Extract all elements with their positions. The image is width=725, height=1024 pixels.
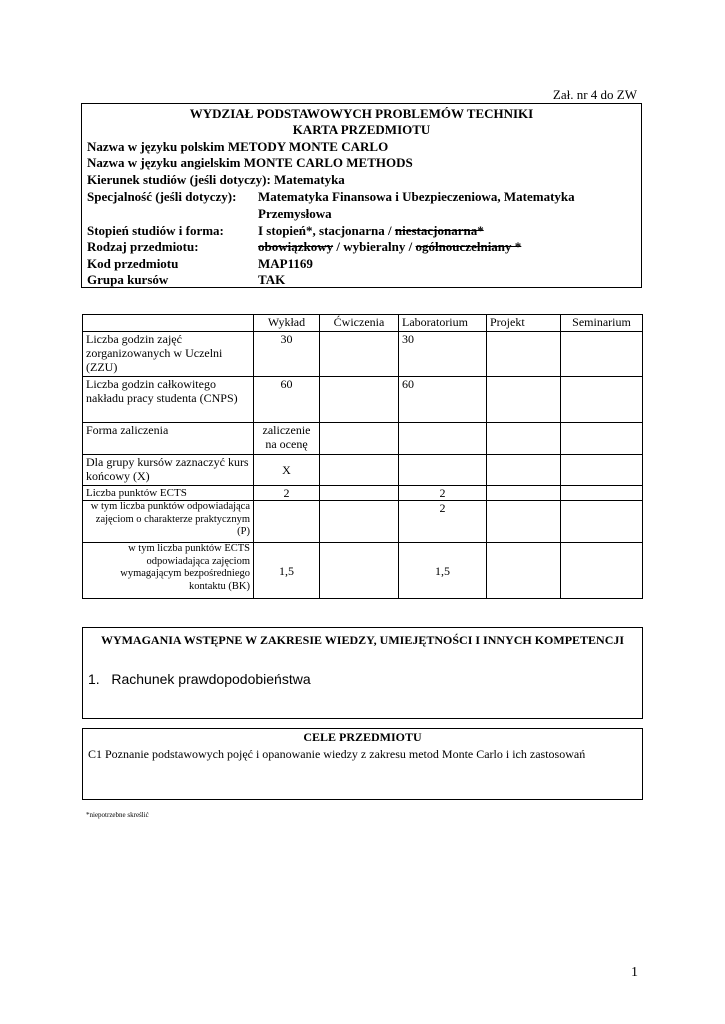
course-group-value: TAK [258, 272, 286, 287]
table-cell [487, 543, 561, 599]
requirement-number: 1. [88, 671, 100, 687]
table-row [83, 486, 643, 501]
attachment-note: Zał. nr 4 do ZW [552, 87, 637, 102]
goals-title: CELE PRZEDMIOTU [303, 730, 422, 744]
table-cell: 30 [399, 332, 487, 377]
table-cell [561, 332, 643, 377]
table-cell [399, 423, 487, 455]
table-cell: zaliczenie na ocenę [254, 423, 320, 455]
table-cell [487, 455, 561, 486]
table-row [83, 543, 643, 599]
table-cell [487, 423, 561, 455]
course-name-pl: Nazwa w języku polskim METODY MONTE CARLO [87, 139, 389, 154]
requirements-box [82, 627, 643, 719]
course-code-label: Kod przedmiotu [87, 256, 179, 271]
row-label: Liczba punktów ECTS [83, 486, 254, 501]
requirements-title: WYMAGANIA WSTĘPNE W ZAKRESIE WIEDZY, UMIEJĘTNOŚCI I INNYCH KOMPETENCJI [100, 633, 625, 647]
table-cell [399, 455, 487, 486]
level-value [258, 223, 484, 239]
table-cell [561, 377, 643, 423]
hours-table [82, 314, 643, 599]
table-cell: 60 [254, 377, 320, 423]
table-row [83, 501, 643, 543]
course-type-value [258, 239, 521, 255]
table-cell [320, 543, 399, 599]
table-cell: X [254, 455, 320, 486]
table-row [83, 332, 643, 377]
table-row [83, 377, 643, 423]
col-header: Laboratorium [399, 315, 487, 332]
table-cell [254, 501, 320, 543]
row-label: w tym liczba punktów odpowiadająca zajęciom o charakterze praktycznym (P) [83, 501, 254, 543]
specialization-value-line1: Matematyka Finansowa i Ubezpieczeniowa, Matematyka [258, 189, 575, 204]
row-label: Forma zaliczenia [83, 423, 254, 455]
type-value-text: / wybieralny / [333, 239, 416, 254]
level-value-text: I stopień*, stacjonarna / [258, 223, 395, 238]
footnote: *niepotrzebne skreślić [86, 811, 149, 819]
table-cell [320, 377, 399, 423]
course-header-box [81, 103, 642, 288]
table-cell: 2 [399, 501, 487, 543]
table-cell: 1,5 [254, 543, 320, 599]
table-cell: 30 [254, 332, 320, 377]
table-cell [561, 455, 643, 486]
type-struck-2: ogólnouczelniany * [415, 239, 522, 254]
row-label: w tym liczba punktów ECTS odpowiadająca zajęciom wymagającym bezpośredniego kontaktu (BK) [83, 543, 254, 599]
table-cell [487, 332, 561, 377]
table-cell [320, 423, 399, 455]
table-cell: 1,5 [399, 543, 487, 599]
level-value-struck: niestacjonarna* [394, 223, 484, 238]
col-header: Seminarium [561, 315, 643, 332]
table-cell [320, 332, 399, 377]
table-header-corner [83, 315, 254, 332]
goals-text: C1 Poznanie podstawowych pojęć i opanowanie wiedzy z zakresu metod Monte Carlo i ich zastosowań [88, 747, 586, 761]
table-cell [320, 455, 399, 486]
col-header: Projekt [487, 315, 561, 332]
table-cell [561, 423, 643, 455]
field-of-study: Kierunek studiów (jeśli dotyczy): Matematyka [87, 172, 345, 187]
table-cell [561, 501, 643, 543]
course-group-label: Grupa kursów [87, 272, 169, 287]
course-name-en: Nazwa w języku angielskim MONTE CARLO METHODS [87, 155, 413, 170]
table-row [83, 423, 643, 455]
row-label: Dla grupy kursów zaznaczyć kurs końcowy (X) [83, 455, 254, 486]
col-header: Ćwiczenia [320, 315, 399, 332]
faculty-name: WYDZIAŁ PODSTAWOWYCH PROBLEMÓW TECHNIKI [189, 106, 534, 121]
course-type-label: Rodzaj przedmiotu: [87, 239, 199, 254]
table-cell [320, 486, 399, 501]
table-cell: 60 [399, 377, 487, 423]
row-label: Liczba godzin zajęć zorganizowanych w Uczelni (ZZU) [83, 332, 254, 377]
row-label: Liczba godzin całkowitego nakładu pracy studenta (CNPS) [83, 377, 254, 423]
page-number: 1 [631, 965, 638, 980]
table-cell: 2 [399, 486, 487, 501]
table-cell [561, 486, 643, 501]
specialization-value-line2: Przemysłowa [258, 206, 332, 221]
table-cell [487, 486, 561, 501]
requirement-text: Rachunek prawdopodobieństwa [111, 671, 311, 687]
table-row [83, 455, 643, 486]
card-title: KARTA PRZEDMIOTU [292, 122, 431, 137]
table-cell [487, 377, 561, 423]
table-header-row [83, 315, 643, 332]
course-code-value: MAP1169 [258, 256, 313, 271]
col-header: Wykład [254, 315, 320, 332]
table-cell: 2 [254, 486, 320, 501]
level-label: Stopień studiów i forma: [87, 223, 224, 238]
type-struck-1: obowiązkowy [258, 239, 334, 254]
requirement-item [88, 671, 311, 687]
goals-box [82, 728, 643, 800]
specialization-label: Specjalność (jeśli dotyczy): [87, 189, 237, 204]
table-cell [487, 501, 561, 543]
table-cell [561, 543, 643, 599]
table-cell [320, 501, 399, 543]
